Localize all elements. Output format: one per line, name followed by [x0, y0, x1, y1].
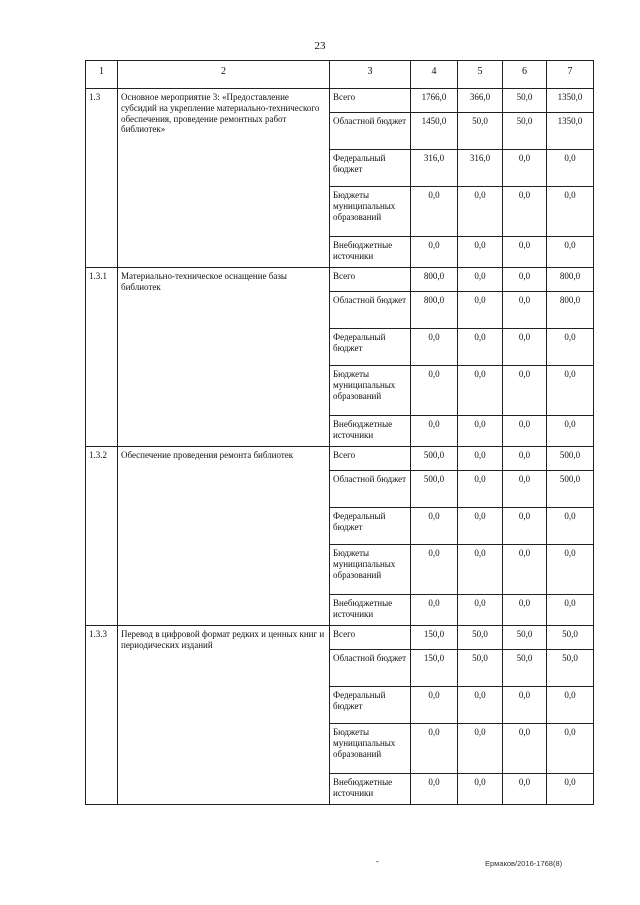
table-row	[86, 89, 594, 113]
section-1-3-1	[86, 268, 594, 447]
section-title: Материально-техническое оснащение базы библиотек	[118, 268, 330, 447]
value-cell: 0,0	[458, 329, 503, 366]
value-cell: 0,0	[503, 268, 547, 292]
source-label: Всего	[330, 447, 411, 471]
value-cell: 50,0	[547, 626, 594, 650]
value-cell: 0,0	[547, 508, 594, 545]
value-cell: 0,0	[458, 595, 503, 626]
value-cell: 0,0	[458, 687, 503, 724]
value-cell: 800,0	[547, 268, 594, 292]
source-label: Всего	[330, 89, 411, 113]
value-cell: 316,0	[411, 150, 458, 187]
value-cell: 500,0	[547, 471, 594, 508]
source-label: Бюджеты муниципальных образований	[330, 545, 411, 595]
source-label: Федеральный бюджет	[330, 150, 411, 187]
value-cell: 0,0	[547, 187, 594, 237]
value-cell: 0,0	[547, 595, 594, 626]
source-label: Внебюджетные источники	[330, 237, 411, 268]
value-cell: 0,0	[458, 366, 503, 416]
value-cell: 0,0	[411, 329, 458, 366]
source-label: Всего	[330, 268, 411, 292]
value-cell: 0,0	[458, 237, 503, 268]
header-cell: 7	[547, 61, 594, 89]
section-number: 1.3.2	[86, 447, 118, 626]
value-cell: 50,0	[458, 650, 503, 687]
value-cell: 0,0	[411, 508, 458, 545]
value-cell: 0,0	[503, 687, 547, 724]
source-label: Внебюджетные источники	[330, 595, 411, 626]
source-label: Внебюджетные источники	[330, 416, 411, 447]
value-cell: 0,0	[458, 471, 503, 508]
value-cell: 1350,0	[547, 89, 594, 113]
value-cell: 800,0	[547, 292, 594, 329]
value-cell: 0,0	[411, 774, 458, 805]
value-cell: 0,0	[458, 774, 503, 805]
value-cell: 0,0	[547, 416, 594, 447]
section-number: 1.3.1	[86, 268, 118, 447]
section-1-3	[86, 89, 594, 268]
value-cell: 0,0	[411, 687, 458, 724]
header-cell: 2	[118, 61, 330, 89]
source-label: Областной бюджет	[330, 471, 411, 508]
value-cell: 0,0	[411, 416, 458, 447]
value-cell: 0,0	[458, 724, 503, 774]
table-row	[86, 268, 594, 292]
value-cell: 0,0	[503, 329, 547, 366]
section-number: 1.3	[86, 89, 118, 268]
section-1-3-3	[86, 626, 594, 805]
source-label: Бюджеты муниципальных образований	[330, 187, 411, 237]
value-cell: 0,0	[503, 774, 547, 805]
page-number: 23	[314, 40, 326, 52]
value-cell: 150,0	[411, 650, 458, 687]
value-cell: 0,0	[503, 187, 547, 237]
value-cell: 0,0	[547, 687, 594, 724]
value-cell: 0,0	[503, 292, 547, 329]
value-cell: 0,0	[503, 545, 547, 595]
value-cell: 0,0	[411, 595, 458, 626]
value-cell: 0,0	[547, 150, 594, 187]
value-cell: 500,0	[411, 471, 458, 508]
source-label: Федеральный бюджет	[330, 687, 411, 724]
source-label: Федеральный бюджет	[330, 329, 411, 366]
value-cell: 50,0	[458, 626, 503, 650]
source-label: Областной бюджет	[330, 113, 411, 150]
value-cell: 0,0	[458, 508, 503, 545]
source-label: Бюджеты муниципальных образований	[330, 366, 411, 416]
value-cell: 50,0	[547, 650, 594, 687]
budget-table	[85, 60, 594, 805]
value-cell: 0,0	[547, 724, 594, 774]
section-title: Перевод в цифровой формат редких и ценных книг и периодических изданий	[118, 626, 330, 805]
value-cell: 50,0	[503, 650, 547, 687]
header-cell: 4	[411, 61, 458, 89]
source-label: Всего	[330, 626, 411, 650]
value-cell: 316,0	[458, 150, 503, 187]
source-label: Областной бюджет	[330, 292, 411, 329]
source-label: Внебюджетные источники	[330, 774, 411, 805]
value-cell: 0,0	[547, 237, 594, 268]
value-cell: 0,0	[503, 724, 547, 774]
value-cell: 0,0	[503, 508, 547, 545]
header-cell: 1	[86, 61, 118, 89]
value-cell: 50,0	[503, 89, 547, 113]
value-cell: 0,0	[458, 447, 503, 471]
section-title: Обеспечение проведения ремонта библиотек	[118, 447, 330, 626]
section-1-3-2	[86, 447, 594, 626]
value-cell: 0,0	[411, 237, 458, 268]
value-cell: 0,0	[503, 366, 547, 416]
section-number: 1.3.3	[86, 626, 118, 805]
value-cell: 0,0	[458, 416, 503, 447]
value-cell: 0,0	[458, 292, 503, 329]
value-cell: 150,0	[411, 626, 458, 650]
value-cell: 0,0	[411, 545, 458, 595]
value-cell: 0,0	[503, 150, 547, 187]
header-cell: 3	[330, 61, 411, 89]
value-cell: 0,0	[547, 774, 594, 805]
document-code: Ермаков/2016-1768(8)	[485, 859, 563, 868]
header-cell: 5	[458, 61, 503, 89]
value-cell: 500,0	[547, 447, 594, 471]
table-row	[86, 626, 594, 650]
value-cell: 0,0	[503, 237, 547, 268]
source-label: Областной бюджет	[330, 650, 411, 687]
value-cell: 0,0	[411, 366, 458, 416]
value-cell: 50,0	[503, 626, 547, 650]
value-cell: 0,0	[411, 724, 458, 774]
value-cell: 1350,0	[547, 113, 594, 150]
value-cell: 800,0	[411, 292, 458, 329]
value-cell: 0,0	[458, 268, 503, 292]
header-cell: 6	[503, 61, 547, 89]
value-cell: 0,0	[458, 187, 503, 237]
header-row	[86, 61, 594, 89]
value-cell: 1450,0	[411, 113, 458, 150]
value-cell: 0,0	[503, 416, 547, 447]
value-cell: 0,0	[547, 329, 594, 366]
value-cell: 366,0	[458, 89, 503, 113]
value-cell: 50,0	[503, 113, 547, 150]
value-cell: 800,0	[411, 268, 458, 292]
value-cell: 0,0	[411, 187, 458, 237]
value-cell: 500,0	[411, 447, 458, 471]
footer-mark: -	[376, 857, 379, 866]
source-label: Бюджеты муниципальных образований	[330, 724, 411, 774]
value-cell: 0,0	[458, 545, 503, 595]
source-label: Федеральный бюджет	[330, 508, 411, 545]
value-cell: 0,0	[503, 447, 547, 471]
value-cell: 0,0	[503, 595, 547, 626]
value-cell: 0,0	[503, 471, 547, 508]
value-cell: 0,0	[547, 545, 594, 595]
value-cell: 1766,0	[411, 89, 458, 113]
section-title: Основное мероприятие 3: «Предоставление субсидий на укрепление материально-технического обеспечения, проведение ремонтных работ библиотек»	[118, 89, 330, 268]
value-cell: 0,0	[547, 366, 594, 416]
value-cell: 50,0	[458, 113, 503, 150]
table-row	[86, 447, 594, 471]
